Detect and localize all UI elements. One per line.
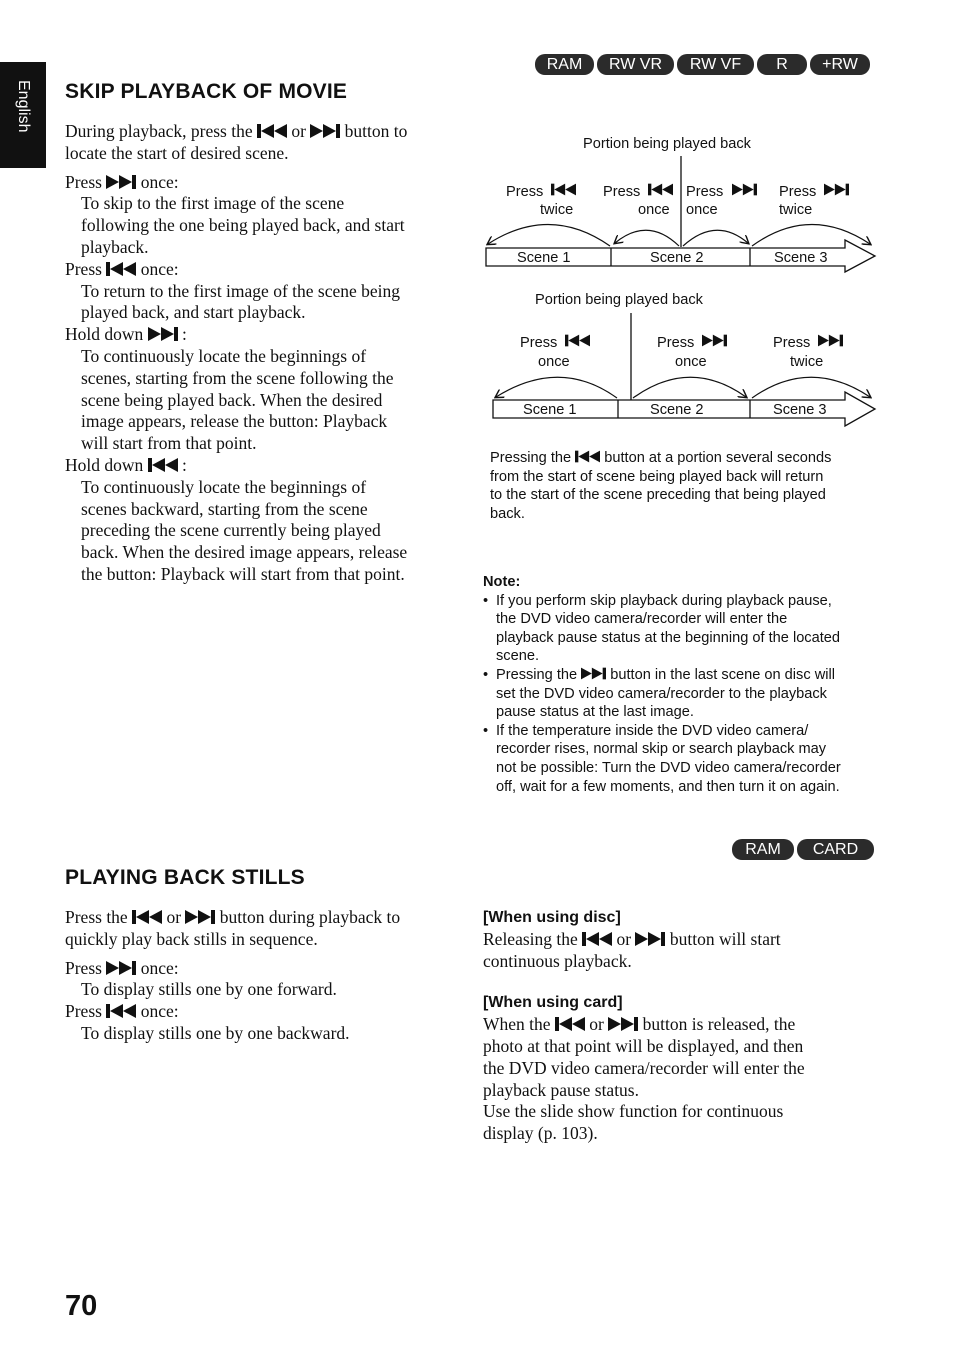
skip-back-icon: [257, 124, 287, 138]
skip-forward-icon: [818, 335, 843, 347]
label2-once-2: once: [675, 354, 707, 370]
disc-subtitle: [When using disc]: [483, 909, 621, 926]
badge-card: CARD: [797, 839, 874, 860]
skip-forward-icon: [106, 961, 136, 975]
label-once-2: once: [686, 202, 718, 218]
portion-label-2: Portion being played back: [535, 292, 703, 308]
skip-forward-icon: [106, 175, 136, 189]
note-item-1: • If you perform skip playback during playback pause, the DVD video camera/recorder will enter the playback pause status at the beginning of the located scene.: [483, 592, 878, 666]
skip-back-icon: [106, 262, 136, 276]
section-title-skip-playback: SKIP PLAYBACK OF MOVIE: [65, 80, 348, 103]
press-rew-once-desc: To return to the first image of the scene being played back, and start playback.: [81, 280, 401, 323]
skip-back-icon: [565, 335, 590, 347]
badge-r: R: [757, 54, 807, 75]
label-press-once-fwd: Press: [686, 184, 724, 200]
skip-diagram-2: [480, 285, 880, 435]
badge-rw-vr: RW VR: [597, 54, 674, 75]
label-press-twice-back: Press: [506, 184, 544, 200]
label-twice: twice: [540, 202, 574, 218]
press-ff-once: Press once:: [65, 171, 179, 192]
badge-ram-2: RAM: [732, 839, 794, 860]
page-number: 70: [65, 1290, 98, 1322]
skip-back-icon: [132, 910, 162, 924]
skip-diagram-1: [480, 130, 880, 285]
section-title-playing-stills: PLAYING BACK STILLS: [65, 866, 305, 889]
label2-twice: twice: [790, 354, 824, 370]
skip-forward-icon: [608, 1017, 638, 1031]
label-twice-2: twice: [779, 202, 813, 218]
skip-forward-icon: [148, 327, 178, 341]
skip-back-icon: [582, 932, 612, 946]
hold-rew-desc: To continuously locate the beginnings of scenes backward, starting from the scene preceding the scene currently being played back. When the desired image appears, release the button: Playback will start from that point.: [81, 476, 408, 584]
skip-back-icon: [648, 184, 673, 196]
intro-line: During playback, press the or button to: [65, 121, 408, 141]
note-item-2: • Pressing the button in the last scene on disc will set the DVD video camera/recorder to the playback pause status at the last image.: [483, 666, 878, 722]
skip-back-icon: [575, 450, 600, 463]
label-press-once-back: Press: [603, 184, 641, 200]
stills-body-right: [When using disc] Releasing the or button will start continuous playback. [When using card] When the or button is released, the photo at that point will be displayed, and then the DVD video camera/recorder will enter the playback pause status. Use the slide show function for continuous display (p. 103).: [483, 907, 883, 1145]
note-box: [483, 573, 878, 796]
intro-line-2: locate the start of desired scene.: [65, 142, 289, 163]
badge-plus-rw: +RW: [810, 54, 870, 75]
label-once: once: [638, 202, 670, 218]
scene-1-label: Scene 1: [517, 250, 571, 266]
skip-forward-icon: [824, 184, 849, 196]
scene-1-label-2: Scene 1: [523, 402, 577, 418]
hold-ff: Hold down :: [65, 324, 187, 345]
card-subtitle: [When using card]: [483, 994, 623, 1012]
hold-ff-desc: To continuously locate the beginnings of scenes, starting from the scene following the scene being played back. When the desired image appears, release the button: Playback will start from that point.: [81, 345, 394, 454]
language-tab-label: English: [15, 80, 32, 133]
label2-press-once-back: Press: [520, 335, 558, 351]
skip-back-icon: [148, 458, 178, 472]
label2-press-twice-fwd: Press: [773, 335, 811, 351]
skip-forward-icon: [185, 910, 215, 924]
media-badges-bottom: [729, 839, 874, 860]
scene-2-label-2: Scene 2: [650, 402, 704, 418]
stills-body-left: Press the or button during playback to quickly play back stills in sequence. Press once: To display stills one by one forward. Press once: To display stills one by one backward.: [65, 907, 401, 1043]
note-item-3: • If the temperature inside the DVD video camera/ recorder rises, normal skip or search playback may not be possible: Turn the DVD video camera/recorder off, wait for a few moments, and then turn it on again.: [483, 722, 878, 796]
scene-2-label: Scene 2: [650, 250, 704, 266]
skip-back-icon: [551, 184, 576, 196]
skip-forward-icon: [635, 932, 665, 946]
label-press-twice-fwd: Press: [779, 184, 817, 200]
media-badges-top: [532, 54, 870, 75]
skip-forward-icon: [581, 667, 606, 680]
hold-rew: Hold down :: [65, 454, 187, 475]
portion-label-1: Portion being played back: [583, 136, 751, 152]
skip-back-icon: [106, 1004, 136, 1018]
label2-once: once: [538, 354, 570, 370]
skip-back-icon: [555, 1017, 585, 1031]
skip-playback-body: [65, 121, 465, 586]
skip-forward-icon: [310, 124, 340, 138]
skip-forward-icon: [732, 184, 757, 196]
note-title: Note:: [483, 574, 521, 590]
diagram-caption: Pressing the button at a portion several seconds from the start of scene being played back will return to the start of the scene preceding that being played back.: [490, 450, 832, 522]
badge-rw-vf: RW VF: [677, 54, 754, 75]
label2-press-once-fwd: Press: [657, 335, 695, 351]
badge-ram: RAM: [535, 54, 594, 75]
press-rew-once: Press once:: [65, 258, 179, 279]
press-ff-once-desc: To skip to the first image of the scene following the one being played back, and start playback.: [81, 193, 405, 257]
scene-3-label-2: Scene 3: [773, 402, 827, 418]
skip-forward-icon: [702, 335, 727, 347]
scene-3-label: Scene 3: [774, 250, 828, 266]
